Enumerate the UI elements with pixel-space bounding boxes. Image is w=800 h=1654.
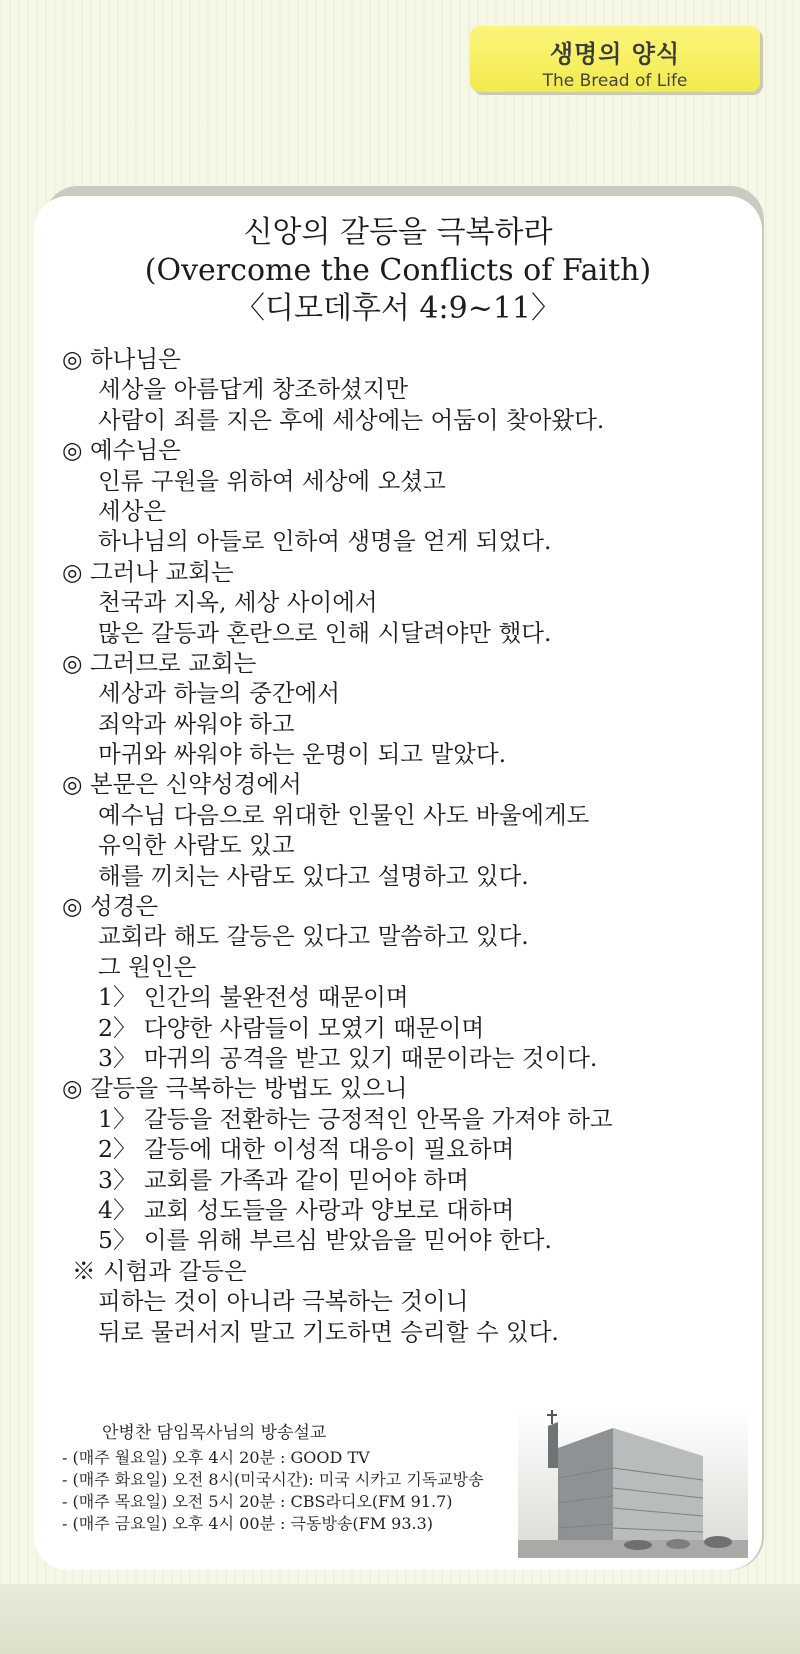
broadcast-item: - (매주 목요일) 오전 5시 20분 : CBS라디오(FM 91.7)	[62, 1492, 453, 1511]
section-label-tab	[470, 26, 760, 92]
sermon-point-heading: ◎ 하나님은	[62, 345, 181, 373]
section-label-korean: 생명의 양식	[549, 40, 681, 68]
sermon-point-line: 예수님 다음으로 위대한 인물인 사도 바울에게도	[98, 800, 590, 829]
section-label-english: The Bread of Life	[542, 71, 688, 91]
sermon-point-line: 하나님의 아들로 인하여 생명을 얻게 되었다.	[98, 527, 552, 556]
sermon-point-line: 1〉 인간의 불완전성 때문이며	[98, 983, 409, 1012]
sermon-point-line: 3〉 교회를 가족과 같이 믿어야 하며	[98, 1165, 469, 1194]
sermon-point-heading: ◎ 본문은 신약성경에서	[62, 770, 302, 799]
broadcast-title: 안병찬 담임목사님의 방송설교	[102, 1423, 327, 1443]
broadcast-item: - (매주 화요일) 오전 8시(미국시간): 미국 시카고 기독교방송	[62, 1470, 484, 1489]
sermon-title-english: (Overcome the Conflicts of Faith)	[144, 253, 652, 288]
sermon-point-line: 세상은	[98, 496, 167, 525]
sermon-body	[62, 344, 752, 1347]
sermon-point-line: 해를 끼치는 사람도 있다고 설명하고 있다.	[98, 861, 529, 890]
sermon-point-line: 피하는 것이 아니라 극복하는 것이니	[98, 1287, 469, 1316]
sermon-point-line: 교회라 해도 갈등은 있다고 말씀하고 있다.	[98, 922, 529, 951]
background-strip	[0, 1584, 800, 1654]
sermon-point-line: 인류 구원을 위하여 세상에 오셨고	[98, 466, 446, 495]
sermon-point-heading: ◎ 그러므로 교회는	[62, 648, 257, 677]
sermon-point-line: 세상을 아름답게 창조하셨지만	[98, 375, 409, 404]
sermon-title-block	[34, 214, 762, 328]
sermon-point-line: 2〉 갈등에 대한 이성적 대응이 필요하며	[98, 1135, 515, 1164]
sermon-point-line: 많은 갈등과 혼란으로 인해 시달려야만 했다.	[98, 618, 552, 647]
broadcast-info	[62, 1422, 562, 1535]
broadcast-item: - (매주 월요일) 오후 4시 20분 : GOOD TV	[62, 1448, 370, 1467]
sermon-point-heading: ◎ 예수님은	[62, 436, 181, 465]
sermon-point-heading: ◎ 성경은	[62, 892, 159, 921]
sermon-point-line: 사람이 죄를 지은 후에 세상에는 어둠이 찾아왔다.	[98, 405, 605, 434]
sermon-point-heading: ◎ 갈등을 극복하는 방법도 있으니	[62, 1074, 408, 1103]
sermon-point-line: 세상과 하늘의 중간에서	[98, 679, 340, 708]
sermon-point-line: 4〉 교회 성도들을 사랑과 양보로 대하며	[98, 1195, 515, 1224]
broadcast-item: - (매주 금요일) 오후 4시 00분 : 극동방송(FM 93.3)	[62, 1514, 434, 1533]
sermon-point-line: 천국과 지옥, 세상 사이에서	[98, 588, 378, 617]
sermon-point-heading: ◎ 그러나 교회는	[62, 557, 234, 586]
sermon-point-line: 그 원인은	[98, 952, 197, 981]
sermon-point-line: 3〉 마귀의 공격을 받고 있기 때문이라는 것이다.	[98, 1043, 598, 1072]
sermon-point-line: 유익한 사람도 있고	[98, 831, 295, 860]
sermon-point-line: 5〉 이를 위해 부르심 받았음을 믿어야 한다.	[98, 1226, 552, 1255]
sermon-card	[34, 196, 762, 1570]
sermon-point-line: 2〉 다양한 사람들이 모였기 때문이며	[98, 1013, 485, 1042]
sermon-point-line: 1〉 갈등을 전환하는 긍정적인 안목을 가져야 하고	[98, 1104, 613, 1133]
sermon-title-korean: 신앙의 갈등을 극복하라	[243, 215, 553, 250]
sermon-point-line: 마귀와 싸워야 하는 운명이 되고 말았다.	[98, 740, 507, 769]
scripture-reference: 〈디모데후서 4:9~11〉	[234, 291, 562, 326]
church-building-image	[518, 1408, 748, 1558]
sermon-note-heading: ※ 시험과 갈등은	[72, 1256, 247, 1285]
sermon-point-line: 뒤로 물러서지 말고 기도하면 승리할 수 있다.	[98, 1317, 559, 1346]
sermon-point-line: 죄악과 싸워야 하고	[98, 709, 295, 738]
